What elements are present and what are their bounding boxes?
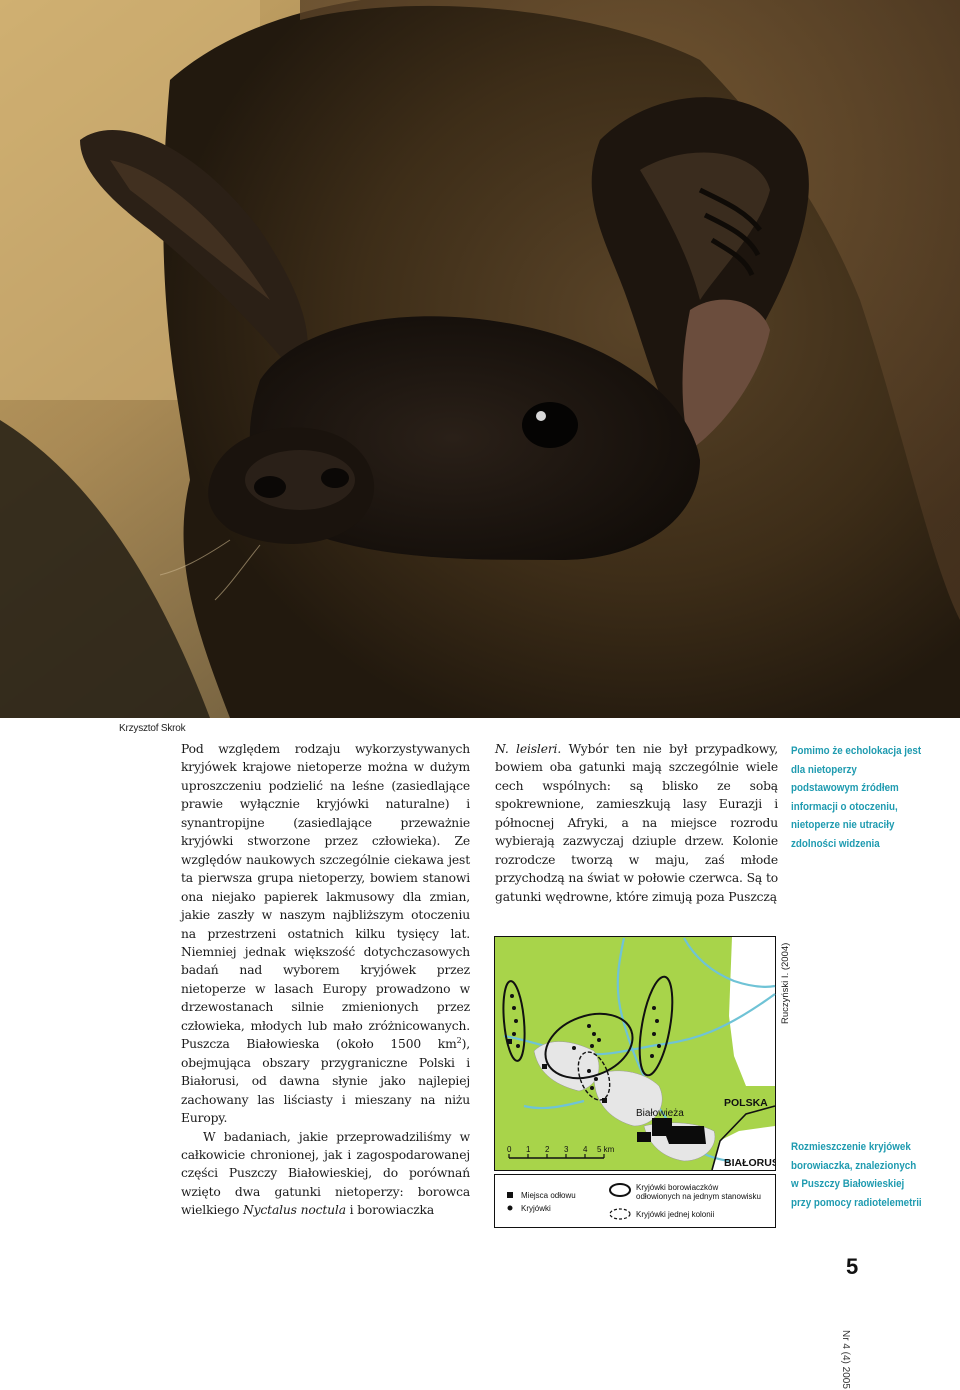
legend-same-site-1: Kryjówki borowiaczków — [636, 1183, 719, 1192]
article-column-2 — [495, 740, 778, 906]
paragraph-1-end: ), obejmująca obszary przygraniczne Polski i Białorusi, od dawna słynie jako najlepiej zachowany las liściasty i mieszany na niżu Europy. — [181, 1037, 470, 1126]
legend-capture-sites: Miejsca odłowu — [521, 1191, 576, 1200]
paragraph-1 — [181, 740, 470, 1128]
paragraph-2-text: W badaniach, jakie przeprowadziliśmy w całkowicie chronionej, jak i zagospodarowanej części Puszczy Białowieskiej, do porównań wzięto dwa gatunki nietoperzy: borowca wielkiego — [181, 1129, 470, 1218]
paragraph-3-text: Wybór ten nie był przypadkowy, bowiem oba gatunki mają szczególnie wiele cech wspólnych: są blisko ze sobą spokrewnione, zamieszkują lasy Eurazji i północnej Afryki, a na miejsce rozrodu wybierają zazwyczaj dziuple drzew. Kolonie rozrodcze tworzą w maju, zaś młode przychodzą na świat w połowie czerwca. Są to gatunki wędrowne, które zimują poza Puszczą — [495, 742, 779, 904]
map-source — [780, 936, 794, 1026]
map-label-bialowieza: Białowieża — [636, 1108, 684, 1119]
map-legend — [495, 1175, 776, 1228]
map-village-block — [637, 1132, 651, 1142]
issue-label — [840, 1330, 865, 1390]
legend-roosts: Kryjówki — [521, 1204, 551, 1213]
legend-one-colony: Kryjówki jednej kolonii — [636, 1210, 715, 1219]
photo-credit: Krzysztof Skrok — [119, 723, 186, 734]
scale-tick: 2 — [545, 1145, 550, 1154]
paragraph-2-end: i borowiaczka — [345, 1203, 435, 1218]
legend-same-site-2: odłowionych na jednym stanowisku — [636, 1192, 761, 1201]
map-drawing — [494, 936, 776, 1228]
species-name: N. leisleri. — [495, 742, 562, 756]
page-number: 5 — [846, 1254, 859, 1279]
paragraph-2 — [181, 1128, 470, 1220]
species-name: Nyctalus noctula — [243, 1203, 346, 1218]
scale-tick: 3 — [564, 1145, 569, 1154]
article-column-1 — [181, 740, 470, 1220]
issue-text: Nr 4 (4) 2005 — [840, 1330, 851, 1389]
legend-dot-icon — [508, 1206, 513, 1211]
pull-quote: Pomimo że echolokacja jest dla nietoperzy podstawowym źródłem informacji o otoczeniu, nietoperze nie utraciły zdolności widzenia — [791, 745, 922, 850]
paragraph-3 — [495, 740, 778, 906]
legend-square-icon — [507, 1192, 513, 1198]
map-caption: Rozmieszczenie kryjówek borowiaczka, znalezionych w Puszczy Białowieskiej przy pomocy radiotelemetrii — [791, 1141, 922, 1209]
scale-tick: 4 — [583, 1145, 588, 1154]
paragraph-1-text: Pod względem rodzaju wykorzystywanych kryjówek krajowe nietoperze można w dużym uproszczeniu podzielić na leśne (zasiedlające prawie wyłącznie kryjówki naturalne) i synantropijne (zasiedlające przeważnie kryjówki stworzone przez człowieka). Ze względów naukowych szczególnie ciekawa jest ta pierwsza grupa nietoperzy, bowiem stanowi ona niejako papierek lakmusowy dla zmian, jakie zaszły w naszym najbliższym otoczeniu na przestrzeni ostatnich kilku tysięcy lat. Niemniej jednak większość dotychczasowych badań nad wyborem kryjówek przez nietoperze w lasach Europy prowadzono w drzewostanach silnie zmienionych przez człowieka, młodych lub mało zróżnicowanych. Puszcza Białowieska (około 1500 km — [181, 742, 470, 1052]
map-label-polska: POLSKA — [724, 1097, 768, 1109]
map-label-bialorus: BIAŁORUŚ — [724, 1157, 776, 1169]
superscript: 2 — [456, 1036, 462, 1046]
scale-tick: 5 km — [597, 1145, 615, 1154]
map-source-text: Ruczyński I. (2004) — [780, 942, 791, 1024]
scale-tick: 0 — [507, 1145, 512, 1154]
scale-tick: 1 — [526, 1145, 531, 1154]
roost-map — [494, 936, 776, 1228]
